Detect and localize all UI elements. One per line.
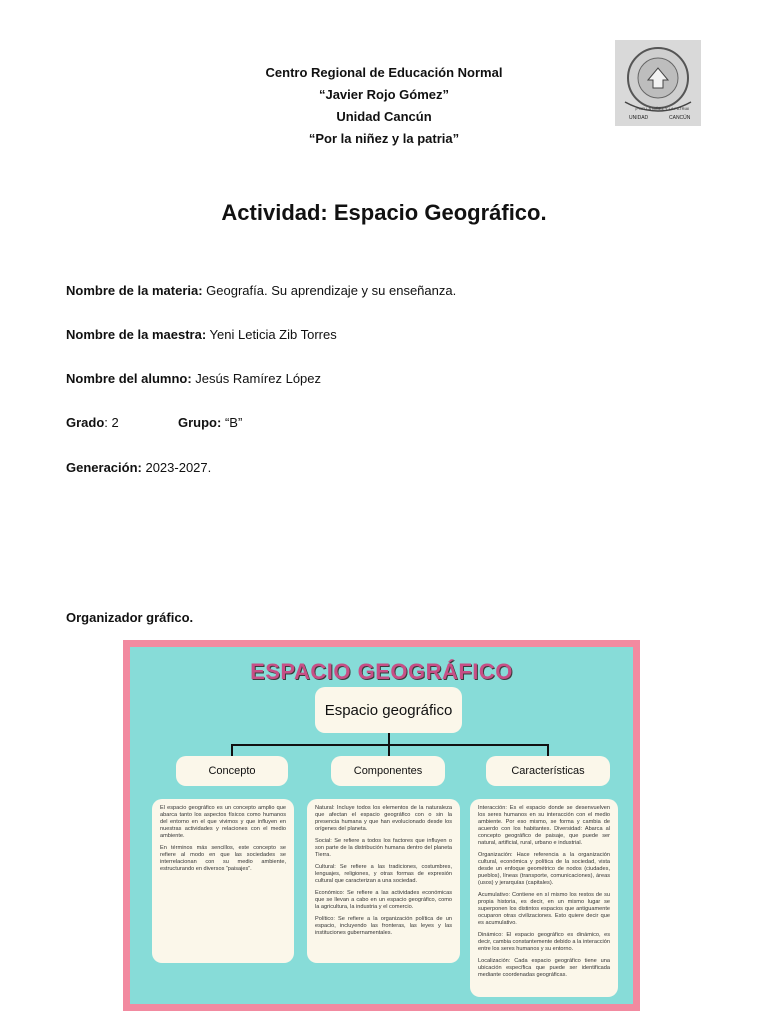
- organizer-heading: Organizador gráfico.: [66, 610, 194, 625]
- student-label: Nombre del alumno:: [66, 371, 192, 386]
- group-value: “B”: [221, 415, 243, 430]
- svg-text:CANCÚN: CANCÚN: [669, 115, 691, 121]
- graphic-organizer: [123, 640, 640, 1011]
- caracteristicas-paragraph: Interacción: Es el espacio donde se desenvuelven los seres humanos en su interacción con el medio ambiente. Por eso mismo, se forma y cambia de acuerdo con los habitantes. Diversidad: Abarca al concepto geográfico de paisaje, que puede ser natural, artificial, rural, urbano e industrial.: [478, 805, 610, 846]
- componentes-paragraph: Económico: Se refiere a las actividades económicas que se llevan a cabo en un espacio geográfico, como la agricultura, la industria y el comercio.: [315, 889, 452, 910]
- branch-concepto: Concepto: [176, 756, 288, 786]
- generation-field: [66, 460, 211, 475]
- teacher-label: Nombre de la maestra:: [66, 327, 207, 342]
- generation-label: Generación:: [66, 460, 142, 475]
- student-field: [66, 371, 321, 386]
- componentes-text-box: [307, 799, 460, 963]
- page-title: Actividad: Espacio Geográfico.: [221, 200, 547, 225]
- organizer-panel: [130, 647, 633, 1004]
- caracteristicas-text-box: [470, 799, 618, 997]
- componentes-paragraph: Cultural: Se refiere a las tradiciones, costumbres, lenguajes, religiones, y otras formas de expresión cultural que caracterizan a una sociedad.: [315, 863, 452, 884]
- caracteristicas-paragraph: Acumulativo: Contiene en sí mismo los restos de su propia historia, es decir, en un mismo lugar se superponen los distintos espacios que antiguamente ocuparon otras civilizaciones. Esto quiere decir que es acumulativo.: [478, 891, 610, 926]
- organizer-title: ESPACIO GEOGRÁFICO: [250, 659, 513, 684]
- caracteristicas-paragraph: Organización: Hace referencia a la organización cultural, económica y política de la sociedad, vista desde un enfoque geométrico de nodos (ciudades, pueblos), líneas (transporte, comunicaciones), áreas (usos) y jerarquías (capitales).: [478, 851, 610, 886]
- teacher-field: [66, 327, 337, 342]
- school-honoree: “Javier Rojo Gómez”: [318, 87, 450, 102]
- group-field: [178, 415, 242, 430]
- componentes-paragraph: Político: Se refiere a la organización política de un espacio, incluyendo las fronteras, las leyes y las instituciones gubernamentales.: [315, 915, 452, 936]
- student-value: Jesús Ramírez López: [191, 371, 322, 386]
- branch-caracteristicas: Características: [486, 756, 610, 786]
- componentes-paragraph: Social: Se refiere a todos los factores que influyen o son parte de la distribución humana dentro del planeta Tierra.: [315, 837, 452, 858]
- concepto-paragraph: En términos más sencillos, este concepto se refiere al modo en que las sociedades se interrelacionan con su medio ambiente, estructurando en diversos “paisajes”.: [160, 844, 286, 872]
- componentes-paragraph: Natural: Incluye todos los elementos de la naturaleza que afectan el espacio geográfico con o sin la presencia humana y que han evolucionado desde los orígenes del planeta.: [315, 805, 452, 832]
- subject-value: Geografía. Su aprendizaje y su enseñanza.: [202, 283, 457, 298]
- svg-text:UNIDAD: UNIDAD: [629, 115, 649, 121]
- caracteristicas-paragraph: Localización: Cada espacio geográfico tiene una ubicación específica que puede ser identificada mediante coordenadas geográficas.: [478, 957, 610, 978]
- main-concept-box: Espacio geográfico: [315, 687, 462, 733]
- group-label: Grupo:: [178, 415, 222, 430]
- teacher-value: Yeni Leticia Zib Torres: [206, 327, 337, 342]
- connector-center: [388, 744, 390, 756]
- subject-field: [66, 283, 456, 298]
- caracteristicas-paragraph: Dinámico: El espacio geográfico es dinámico, es decir, cambia constantemente debido a la interacción entre los seres humanos y su entorno.: [478, 931, 610, 952]
- school-motto: “Por la niñez y la patria”: [308, 131, 460, 146]
- grade-label: Grado: [66, 415, 105, 430]
- connector-right: [547, 744, 549, 756]
- school-unit: Unidad Cancún: [336, 109, 432, 124]
- grade-value: : 2: [104, 415, 119, 430]
- concepto-text-box: [152, 799, 294, 963]
- school-name: Centro Regional de Educación Normal: [265, 65, 503, 80]
- generation-value: 2023-2027.: [141, 460, 212, 475]
- subject-label: Nombre de la materia:: [66, 283, 203, 298]
- connector-horizontal: [231, 744, 549, 746]
- grade-field: [66, 415, 119, 430]
- svg-text:¡POR LA NIÑEZ Y LA PATRIA!: ¡POR LA NIÑEZ Y LA PATRIA!: [635, 106, 690, 111]
- school-seal-logo: [615, 40, 701, 126]
- branch-componentes: Componentes: [331, 756, 445, 786]
- concepto-paragraph: El espacio geográfico es un concepto amplio que abarca tanto los aspectos físicos como humanos del entorno en el que vivimos y que influyen en nuestras actividades y relaciones con el medio ambiente.: [160, 805, 286, 839]
- connector-left: [231, 744, 233, 756]
